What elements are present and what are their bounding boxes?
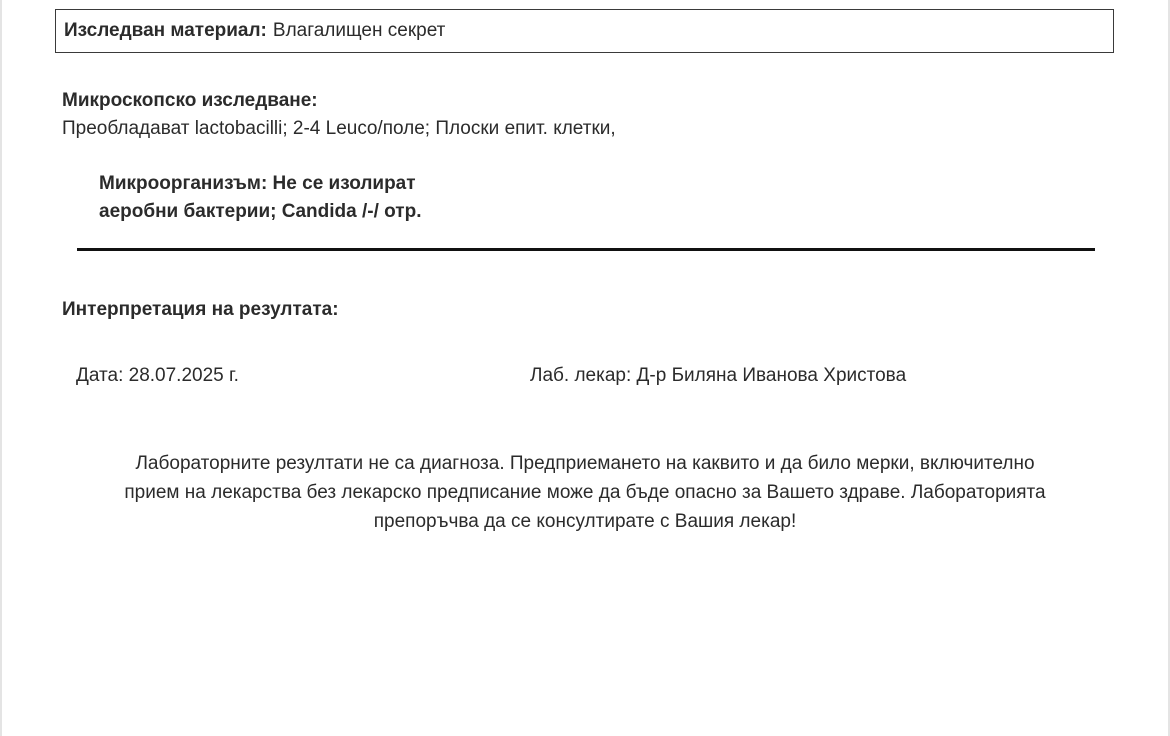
microorganism-line-1: Микроорганизъм: Не се изолират — [99, 173, 416, 194]
microscopy-text: Преобладават lactobacilli; 2-4 Leuco/поле; Плоски епит. клетки, — [62, 118, 616, 139]
lab-doctor: Лаб. лекар: Д-р Биляна Иванова Христова — [530, 365, 907, 386]
disclaimer-line-3: препоръчва да се консултирате с Вашия лекар! — [373, 511, 797, 532]
microorganism-result — [99, 170, 499, 226]
section-divider — [77, 248, 1095, 251]
material-box — [55, 9, 1114, 53]
material-label: Изследван материал: — [64, 20, 267, 41]
disclaimer-line-1: Лабораторните резултати не са диагноза. Предприемането на каквито и да било мерки, включително — [135, 453, 1035, 474]
microscopy-section — [62, 87, 616, 143]
interpretation-heading: Интерпретация на резултата: — [62, 299, 339, 320]
disclaimer — [70, 449, 1100, 536]
microscopy-heading: Микроскопско изследване: — [62, 90, 318, 111]
page-edge-left — [0, 0, 2, 736]
microorganism-line-2: аеробни бактерии; Candida /-/ отр. — [99, 201, 422, 222]
material-value: Влагалищен секрет — [272, 20, 446, 41]
disclaimer-line-2: прием на лекарства без лекарско предписание може да бъде опасно за Вашето здраве. Лабораторията — [124, 482, 1046, 503]
report-date: Дата: 28.07.2025 г. — [76, 365, 239, 386]
